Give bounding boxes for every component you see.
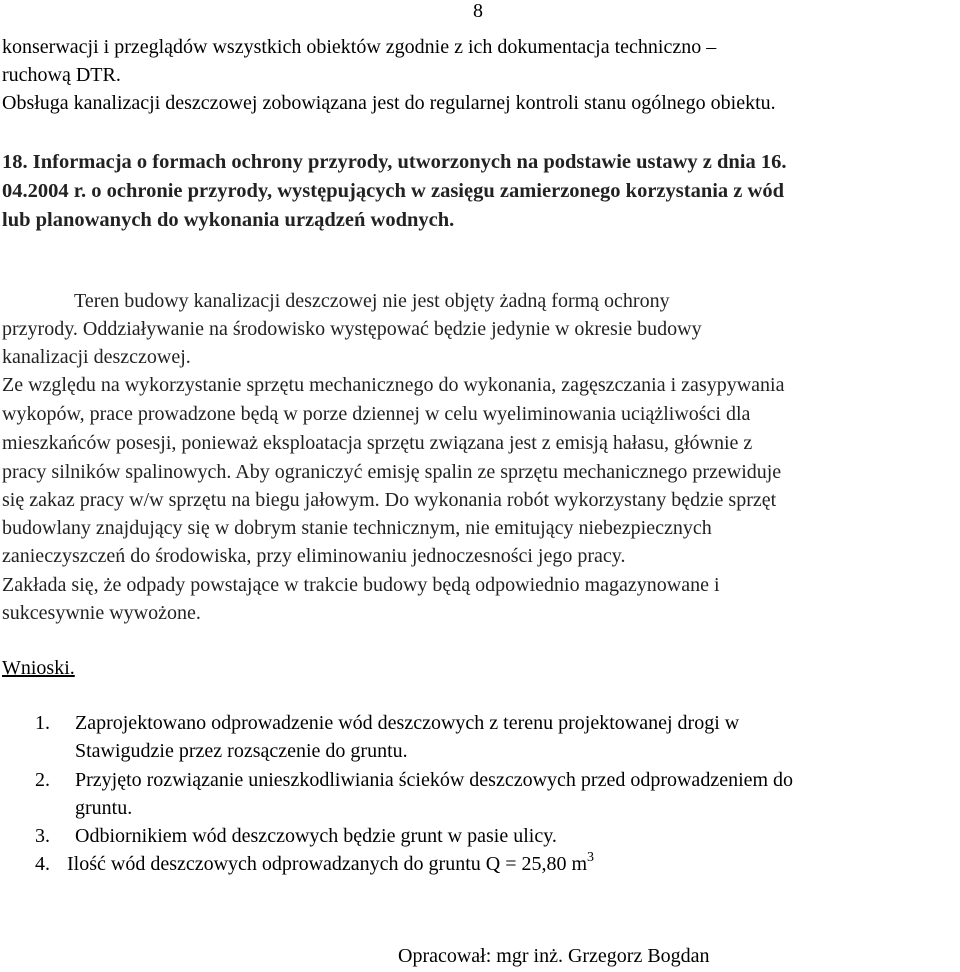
list-item-number: 2. xyxy=(35,769,50,791)
paragraph-line: konserwacji i przeglądów wszystkich obiektów zgodnie z ich dokumentacja techniczno – xyxy=(2,36,717,58)
page-number: 8 xyxy=(473,0,483,22)
body-line: zanieczyszczeń do środowiska, przy eliminowaniu jednoczesności jego pracy. xyxy=(2,545,626,567)
section-heading-line: lub planowanych do wykonania urządzeń wodnych. xyxy=(2,209,455,231)
list-item-text: Odbiornikiem wód deszczowych będzie grunt w pasie ulicy. xyxy=(75,825,557,847)
list-item xyxy=(35,708,739,738)
body-line: Zakłada się, że odpady powstające w trakcie budowy będą odpowiednio magazynowane i xyxy=(2,574,720,596)
body-line: mieszkańców posesji, ponieważ eksploatacja sprzętu związana jest z emisją hałasu, głównie z xyxy=(2,432,753,454)
list-item-number: 4. xyxy=(35,853,50,875)
paragraph-line: Obsługa kanalizacji deszczowej zobowiązana jest do regularnej kontroli stanu ogólnego obiektu. xyxy=(2,92,776,114)
list-item-continuation: gruntu. xyxy=(75,797,133,819)
author-signature: Opracował: mgr inż. Grzegorz Bogdan xyxy=(398,945,710,967)
body-line: budowlany znajdujący się w dobrym stanie technicznym, nie emitujący niebezpiecznych xyxy=(2,517,712,539)
list-item xyxy=(35,765,793,795)
superscript: 3 xyxy=(587,850,595,865)
list-item-text: Zaprojektowano odprowadzenie wód deszczowych z terenu projektowanej drogi w xyxy=(75,712,740,734)
conclusions-heading: Wnioski. xyxy=(2,657,75,679)
list-item-number: 1. xyxy=(35,712,50,734)
section-heading-line: 18. Informacja o formach ochrony przyrody, utworzonych na podstawie ustawy z dnia 16. xyxy=(2,151,787,173)
list-item xyxy=(35,849,594,879)
section-heading-line: 04.2004 r. o ochronie przyrody, występujących w zasięgu zamierzonego korzystania z wód xyxy=(2,180,784,202)
list-item-continuation: Stawigudzie przez rozsączenie do gruntu. xyxy=(75,740,408,762)
list-item xyxy=(35,821,557,851)
list-item-text: Przyjęto rozwiązanie unieszkodliwiania ścieków deszczowych przed odprowadzeniem do xyxy=(75,769,794,791)
paragraph-line: ruchową DTR. xyxy=(2,64,121,86)
body-line: przyrody. Oddziaływanie na środowisko występować będzie jedynie w okresie budowy xyxy=(2,318,702,340)
body-line: sukcesywnie wywożone. xyxy=(2,602,201,624)
body-line: pracy silników spalinowych. Aby ograniczyć emisję spalin ze sprzętu mechanicznego przewiduje xyxy=(2,461,782,483)
body-line: się zakaz pracy w/w sprzętu na biegu jałowym. Do wykonania robót wykorzystany będzie sprzęt xyxy=(2,489,777,511)
body-line: Teren budowy kanalizacji deszczowej nie jest objęty żadną formą ochrony xyxy=(74,290,670,312)
list-item-text: Ilość wód deszczowych odprowadzanych do gruntu Q = 25,80 m xyxy=(67,853,588,875)
body-line: kanalizacji deszczowej. xyxy=(2,346,191,368)
body-line: wykopów, prace prowadzone będą w porze dziennej w celu wyeliminowania uciążliwości dla xyxy=(2,403,751,425)
list-item-number: 3. xyxy=(35,825,50,847)
body-line: Ze względu na wykorzystanie sprzętu mechanicznego do wykonania, zagęszczania i zasypywania xyxy=(2,374,785,396)
